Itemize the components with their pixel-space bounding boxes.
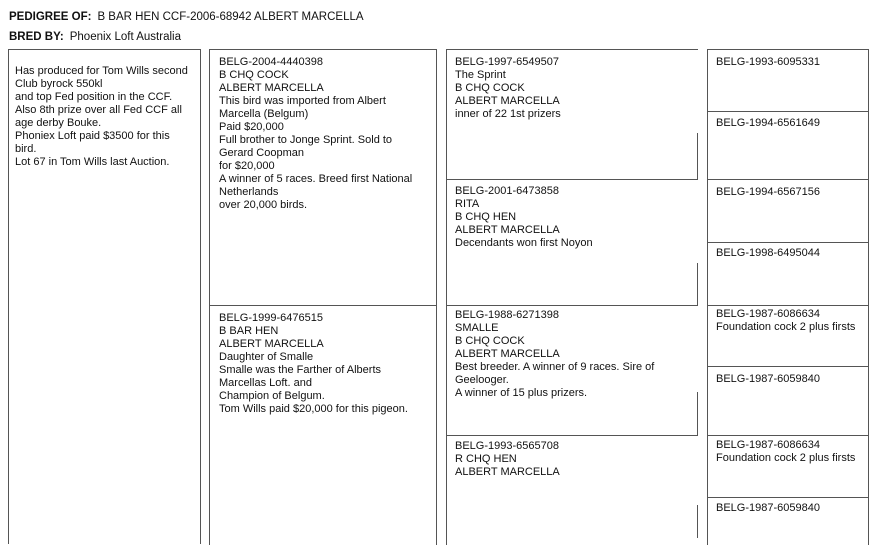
pedigree-of-value: B BAR HEN CCF-2006-68942 ALBERT MARCELLA: [97, 11, 364, 23]
parent-sire-box: [209, 49, 437, 306]
grandparent-box-3: [446, 305, 698, 436]
connector-tick: [697, 392, 698, 435]
grandparent-text-1: BELG-1997-6549507 The Sprint B CHQ COCK ALBERT MARCELLA inner of 22 1st prizers: [455, 56, 561, 120]
great-grandparent-text-8: BELG-1987-6059840: [716, 502, 820, 514]
grandparent-text-4: BELG-1993-6565708 R CHQ HEN ALBERT MARCELLA: [455, 440, 560, 478]
great-grandparent-text-2: BELG-1994-6561649: [716, 117, 820, 129]
great-grandparent-text-1: BELG-1993-6095331: [716, 56, 820, 68]
grandparent-box-4: [446, 435, 698, 545]
pedigree-of-line: [9, 11, 364, 23]
connector-tick: [697, 133, 698, 179]
great-grandparent-text-4: BELG-1998-6495044: [716, 247, 820, 259]
great-grandparent-text-7: BELG-1987-6086634 Foundation cock 2 plus firsts: [716, 439, 856, 464]
great-grandparent-box-2: [707, 111, 869, 180]
great-grandparent-text-6: BELG-1987-6059840: [716, 373, 820, 385]
great-grandparent-box-3: [707, 179, 869, 243]
bred-by-label: BRED BY:: [9, 31, 64, 43]
parent-dam-text: BELG-1999-6476515 B BAR HEN ALBERT MARCELLA Daughter of Smalle Smalle was the Farther of Alberts Marcellas Loft. and Champion of Belgum. Tom Wills paid $20,000 for this pigeon.: [219, 312, 408, 415]
subject-notes: Has produced for Tom Wills second Club byrock 550kl and top Fed position in the CCF. Also 8th prize over all Fed CCF all age derby Bouke. Phoniex Loft paid $3500 for this bird. Lot 67 in Tom Wills last Auction.: [15, 65, 188, 168]
parent-dam-box: [209, 305, 437, 545]
bred-by-line: [9, 31, 181, 43]
grandparent-text-3: BELG-1988-6271398 SMALLE B CHQ COCK ALBERT MARCELLA Best breeder. A winner of 9 races. Sire of Geelooger. A winner of 15 plus prizers.: [455, 309, 655, 399]
bred-by-value: Phoenix Loft Australia: [69, 31, 181, 43]
great-grandparent-box-5: [707, 305, 869, 367]
grandparent-box-2: [446, 179, 698, 306]
grandparent-text-2: BELG-2001-6473858 RITA B CHQ HEN ALBERT MARCELLA Decendants won first Noyon: [455, 185, 593, 249]
grandparent-box-1: [446, 49, 698, 180]
parent-sire-text: BELG-2004-4440398 B CHQ COCK ALBERT MARCELLA This bird was imported from Albert Marcella (Belgum) Paid $20,000 Full brother to Jonge Sprint. Sold to Gerard Coopman for $20,000 A winner of 5 races. Breed first National Netherlands over 20,000 birds.: [219, 56, 413, 211]
subject-box: [8, 49, 201, 544]
great-grandparent-box-4: [707, 242, 869, 306]
connector-tick: [697, 263, 698, 305]
great-grandparent-text-5: BELG-1987-6086634 Foundation cock 2 plus firsts: [716, 308, 856, 333]
connector-tick: [697, 505, 698, 538]
great-grandparent-box-1: [707, 49, 869, 112]
great-grandparent-text-3: BELG-1994-6567156: [716, 186, 820, 198]
great-grandparent-box-7: [707, 435, 869, 498]
pedigree-of-label: PEDIGREE OF:: [9, 11, 92, 23]
great-grandparent-box-6: [707, 366, 869, 436]
